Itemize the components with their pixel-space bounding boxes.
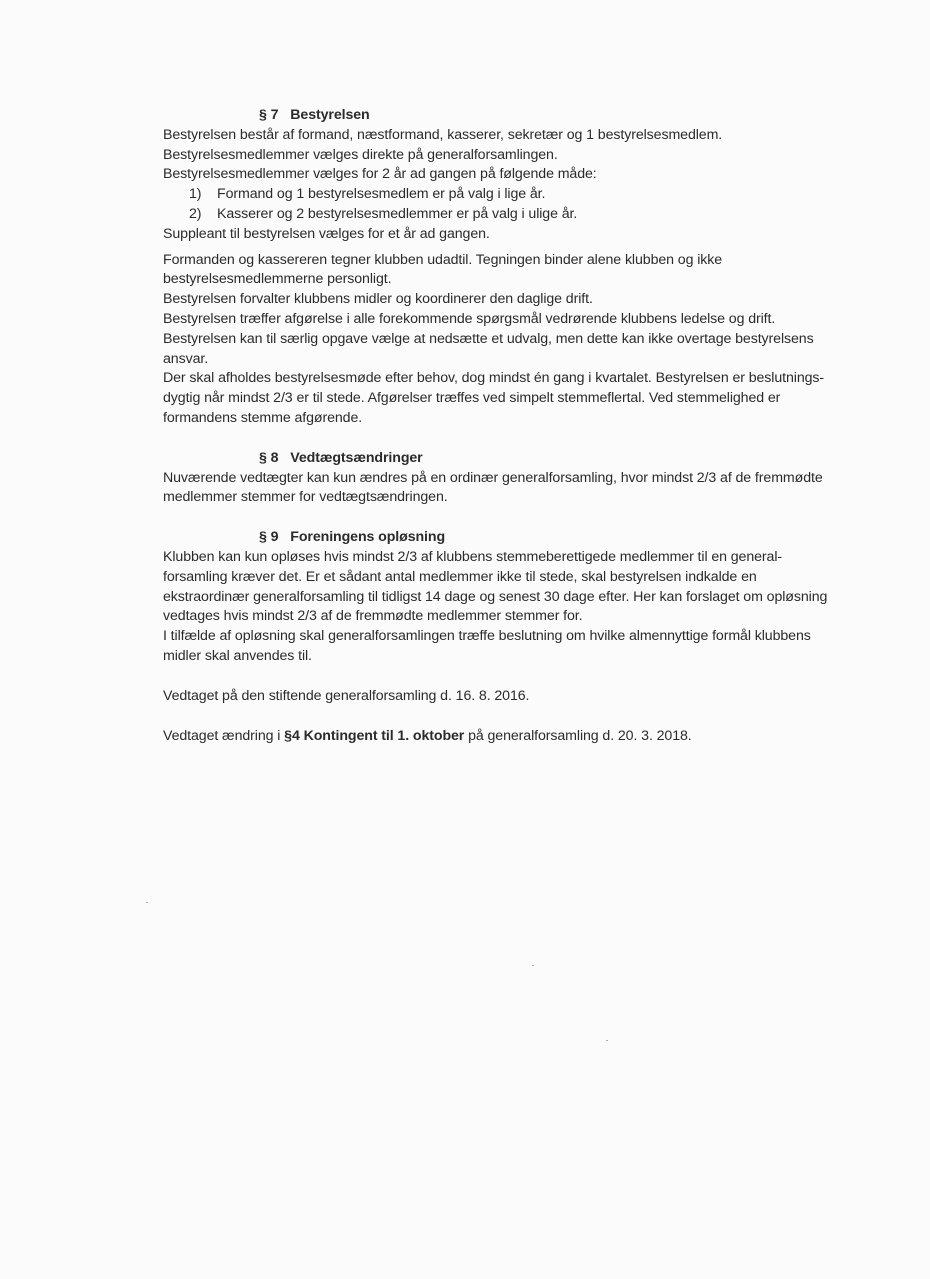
section-8-title: Vedtægtsændringer <box>290 449 423 466</box>
paragraph-line: dygtig når mindst 2/3 er til stede. Afgørelser træffes ved simpelt stemmeflertal. Ved stemmelighed er <box>163 390 781 407</box>
section-8-number: § 8 <box>259 449 279 466</box>
paragraph-line: Nuværende vedtægter kan kun ændres på en ordinær generalforsamling, hvor mindst 2/3 af de fremmødte <box>163 469 823 486</box>
section-9-heading <box>259 528 883 548</box>
paragraph-line: formandens stemme afgørende. <box>163 409 363 426</box>
scan-speck <box>606 1040 608 1041</box>
section-8-heading <box>259 449 883 469</box>
paragraph-line: Klubben kan kun opløses hvis mindst 2/3 af klubbens stemmeberettigede medlemmer til en general- <box>163 548 783 565</box>
section-7-heading <box>259 106 883 126</box>
paragraph-line: midler skal anvendes til. <box>163 647 312 664</box>
paragraph-line: Bestyrelsen forvalter klubbens midler og koordinerer den daglige drift. <box>163 291 593 308</box>
section-9-title: Foreningens opløsning <box>290 529 446 546</box>
paragraph-line: Bestyrelsesmedlemmer vælges direkte på generalforsamlingen. <box>163 146 558 163</box>
amendment-statement <box>163 727 883 747</box>
paragraph-line: I tilfælde af opløsning skal generalforsamlingen træffe beslutning om hvilke almennyttige formål klubbens <box>163 628 811 645</box>
list-item <box>189 185 883 205</box>
paragraph-line: ansvar. <box>163 350 209 367</box>
section-9-number: § 9 <box>259 529 279 546</box>
adoption-statement: Vedtaget på den stiftende generalforsamling d. 16. 8. 2016. <box>163 687 530 704</box>
list-item-text: Formand og 1 bestyrelsesmedlem er på valg i lige år. <box>217 186 546 203</box>
paragraph-line: Der skal afholdes bestyrelsesmøde efter behov, dog mindst én gang i kvartalet. Bestyrelsen er beslutnings- <box>163 370 825 387</box>
paragraph-line: Suppleant til bestyrelsen vælges for et år ad gangen. <box>163 225 490 242</box>
amendment-prefix: Vedtaget ændring i <box>163 727 285 744</box>
scan-speck <box>532 965 534 966</box>
paragraph-line: vedtages hvis mindst 2/3 af de fremmødte medlemmer stemmer for. <box>163 608 583 625</box>
amendment-clause: §4 Kontingent til 1. oktober <box>284 727 465 744</box>
paragraph-line: ekstraordinær generalforsamling til tidligst 14 dage og senest 30 dage efter. Her kan forslaget om opløsning <box>163 588 828 605</box>
paragraph-line: Bestyrelsen kan til særlig opgave vælge at nedsætte et udvalg, men dette kan ikke overtage bestyrelsens <box>163 330 814 347</box>
paragraph-line: Bestyrelsen består af formand, næstformand, kasserer, sekretær og 1 bestyrelsesmedlem. <box>163 126 723 143</box>
document-body <box>163 106 883 746</box>
scan-speck <box>146 902 148 903</box>
list-item <box>189 205 883 225</box>
paragraph-line: Bestyrelsesmedlemmer vælges for 2 år ad gangen på følgende måde: <box>163 166 597 183</box>
paragraph-line: bestyrelsesmedlemmerne personligt. <box>163 271 392 288</box>
section-7-title: Bestyrelsen <box>290 107 370 123</box>
paragraph-line: forsamling kræver det. Er et sådant antal medlemmer ikke til stede, skal bestyrelsen indkalde en <box>163 568 757 585</box>
list-item-text: Kasserer og 2 bestyrelsesmedlemmer er på valg i ulige år. <box>217 205 578 222</box>
amendment-suffix: på generalforsamling d. 20. 3. 2018. <box>464 727 692 744</box>
section-7-number: § 7 <box>259 107 279 123</box>
paragraph-line: medlemmer stemmer for vedtægtsændringen. <box>163 489 448 506</box>
list-marker: 2) <box>189 205 202 222</box>
paragraph-line: Formanden og kassereren tegner klubben udadtil. Tegningen binder alene klubben og ikke <box>163 251 723 268</box>
list-marker: 1) <box>189 186 202 203</box>
paragraph-line: Bestyrelsen træffer afgørelse i alle forekommende spørgsmål vedrørende klubbens ledelse og drift. <box>163 310 776 327</box>
